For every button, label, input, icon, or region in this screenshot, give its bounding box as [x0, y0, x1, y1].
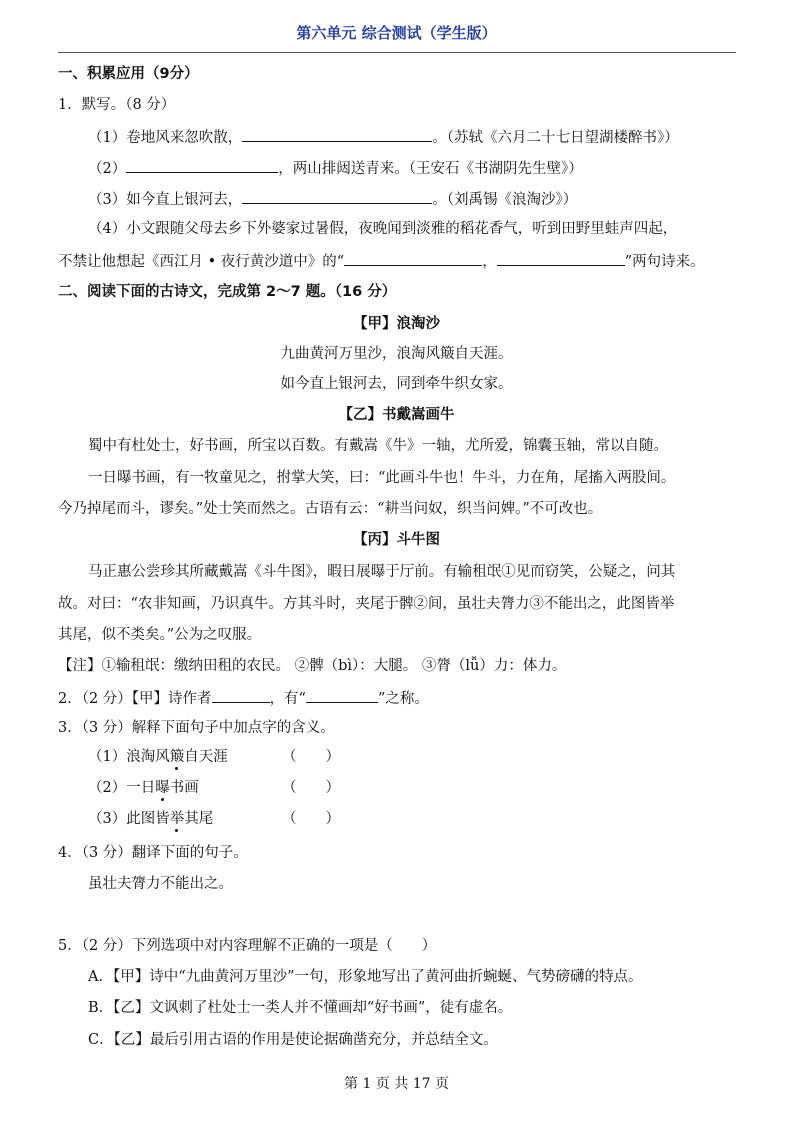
q3-item-2-text-b: 书画 — [169, 780, 199, 796]
q1-item-1-text-b: 。（苏轼《六月二十七日望湖楼醉书》） — [432, 130, 679, 146]
q1-item-1 — [88, 126, 679, 148]
q2-blank-1[interactable] — [212, 687, 270, 703]
q1-item-3-text-a: （3）如今直上银河去， — [88, 192, 243, 208]
q3-stem: 3．（3 分）解释下面句子中加点字的含义。 — [58, 720, 335, 736]
passage-jia-line-1: 九曲黄河万里沙，浪淘风簸自天涯。 — [280, 346, 513, 362]
q3-item-1-answer-paren[interactable]: （ ） — [282, 749, 340, 765]
passage-jia-title: 【甲】浪淘沙 — [353, 316, 440, 332]
q3-item-2-text-a: （2）一日 — [88, 780, 156, 796]
section-2-title: 二、阅读下面的古诗文，完成第 2～7 题。（16 分） — [58, 284, 397, 300]
q1-item-2-blank[interactable] — [126, 157, 278, 173]
q1-item-3 — [88, 188, 577, 210]
passage-yi-line-3: 今乃掉尾而斗，谬矣。”处士笑而然之。古语有云：“耕当问奴，织当问婢。”不可改也。 — [58, 501, 603, 517]
page-header-title: 第六单元 综合测试（学生版） — [296, 24, 497, 42]
q3-item-1 — [88, 747, 344, 767]
q1-item-4-line-1: （4）小文跟随父母去乡下外婆家过暑假，夜晚闻到淡雅的稻花香气，听到田野里蛙声四起， — [88, 221, 678, 237]
passage-bing-line-1: 马正惠公尝珍其所藏戴嵩《斗牛图》，暇日展曝于厅前。有输租氓①见而窃笑，公疑之，问其 — [88, 564, 676, 580]
q2-blank-2[interactable] — [306, 687, 378, 703]
passage-yi-line-2: 一日曝书画，有一牧童见之，拊掌大笑，曰：“此画斗牛也！牛斗，力在角，尾搐入两股间。 — [88, 470, 676, 486]
q2-text-c: ”之称。 — [377, 691, 429, 707]
q3-item-2 — [88, 778, 344, 798]
q1-item-3-text-b: 。（刘禹锡《浪淘沙》） — [432, 192, 578, 208]
passage-yi-title: 【乙】书戴嵩画牛 — [338, 407, 455, 423]
q2-text-b: ，有“ — [269, 691, 306, 707]
header-divider — [58, 52, 736, 53]
page-footer: 第 1 页 共 17 页 — [344, 1076, 449, 1092]
q1-item-4-text-b: ， — [482, 254, 497, 270]
q3-item-3-text-b: 其尾 — [184, 811, 214, 827]
q2-text-a: 2．（2 分）【甲】诗作者 — [58, 691, 212, 707]
q3-item-3-dotted-char: 举 — [169, 811, 185, 827]
q2 — [58, 687, 429, 709]
q4-stem: 4．（3 分）翻译下面的句子。 — [58, 845, 248, 861]
annotation-note: 【注】①输租氓：缴纳田租的农民。 ②髀（bì）：大腿。 ③膂（lǚ）力：体力。 — [58, 658, 567, 674]
q3-item-1-text-a: （1）浪淘风 — [88, 749, 170, 765]
q1-item-3-blank[interactable] — [242, 188, 432, 204]
passage-bing-line-3: 其尾，似不类矣。”公为之叹服。 — [58, 627, 262, 643]
q1-item-1-text-a: （1）卷地风来忽吹散， — [88, 130, 243, 146]
q5-option-b[interactable]: B．【乙】文讽刺了杜处士一类人并不懂画却“好书画”，徒有虚名。 — [88, 1000, 513, 1016]
q1-item-4-line-2 — [58, 250, 705, 272]
passage-jia-line-2: 如今直上银河去，同到牵牛织女家。 — [280, 376, 513, 392]
q5-option-a[interactable]: A．【甲】诗中“九曲黄河万里沙”一句，形象地写出了黄河曲折蜿蜒、气势磅礴的特点。 — [88, 969, 643, 985]
passage-bing-line-2: 故。对曰：“农非知画，乃识真牛。方其斗时，夹尾于髀②间，虽壮夫膂力③不能出之，此图皆举 — [58, 596, 675, 612]
q1-item-2-text-a: （2） — [88, 161, 127, 177]
q1-item-4-blank-1[interactable] — [344, 250, 482, 266]
section-1-title: 一、积累应用（9分） — [58, 66, 199, 82]
q1-item-1-blank[interactable] — [242, 126, 432, 142]
q5-option-c[interactable]: C．【乙】最后引用古语的作用是使论据确凿充分，并总结全文。 — [88, 1032, 498, 1048]
passage-yi-line-1: 蜀中有杜处士，好书画，所宝以百数。有戴嵩《牛》一轴，尤所爱，锦囊玉轴，常以自随。 — [88, 438, 668, 454]
q1-item-4-blank-2[interactable] — [497, 250, 625, 266]
q3-item-3-text-a: （3）此图皆 — [88, 811, 170, 827]
q5-stem: 5．（2 分）下列选项中对内容理解不正确的一项是（ ） — [58, 938, 437, 954]
q3-item-3 — [88, 809, 344, 829]
q3-item-2-dotted-char: 曝 — [155, 780, 170, 796]
q1-item-2 — [88, 157, 583, 179]
q3-item-1-text-b: 自天涯 — [184, 749, 228, 765]
passage-bing-title: 【丙】斗牛图 — [353, 532, 440, 548]
q1-item-2-text-b: ，两山排闼送青来。（王安石《书湖阴先生壁》） — [278, 161, 583, 177]
q1-item-4-text-a: 不禁让他想起《西江月 • 夜行黄沙道中》的“ — [58, 254, 345, 270]
q4-sentence: 虽壮夫膂力不能出之。 — [88, 876, 233, 892]
q3-item-3-answer-paren[interactable]: （ ） — [282, 811, 340, 827]
q3-item-2-answer-paren[interactable]: （ ） — [282, 780, 340, 796]
q3-item-1-dotted-char: 簸 — [169, 749, 185, 765]
q1-stem: 1．默写。（8 分） — [58, 97, 176, 113]
q1-item-4-text-c: ”两句诗来。 — [624, 254, 705, 270]
